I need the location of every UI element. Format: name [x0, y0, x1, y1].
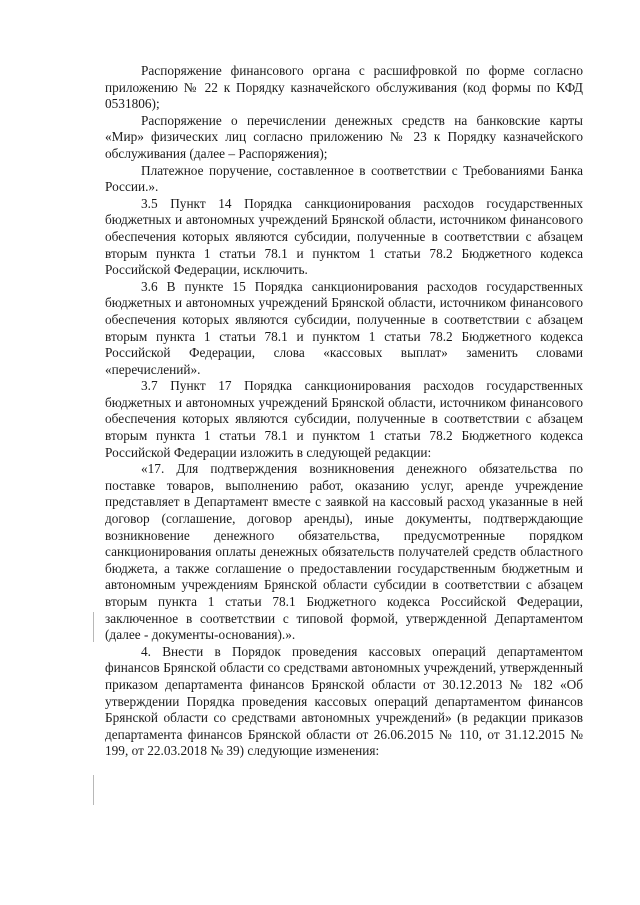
- paragraph-6: 3.7 Пункт 17 Порядка санкционирования расходов государственных бюджетных и автономных учреждений Брянской области, источником финансового обеспечения которых являются субсидии, полученные в соответствии с абзацем вторым пункта 1 статьи 78.1 и пунктом 1 статьи 78.2 Бюджетного кодекса Российской Федерации изложить в следующей редакции:: [105, 378, 583, 460]
- paragraph-7: «17. Для подтверждения возникновения денежного обязательства по поставке товаров, выполнению работ, оказанию услуг, аренде учреждение представляет в Департамент вместе с заявкой на кассовый расход указанные в ней договор (соглашение, договор аренды), иные документы, подтверждающие возникновение денежного обязательства, предусмотренные порядком санкционирования оплаты денежных обязательств получателей средств областного бюджета, а также соглашение о предоставлении государственным бюджетным и автономным учреждениям Брянской области субсидии в соответствии с абзацем вторым пункта 1 статьи 78.1 Бюджетного кодекса Российской Федерации, заключенное в соответствии с типовой формой, утвержденной Департаментом (далее - документы-основания).».: [105, 461, 583, 643]
- paragraph-1: Распоряжение финансового органа с расшифровкой по форме согласно приложению № 22 к Порядку казначейского обслуживания (код формы по КФД 0531806);: [105, 63, 583, 112]
- paragraph-4: 3.5 Пункт 14 Порядка санкционирования расходов государственных бюджетных и автономных учреждений Брянской области, источником финансового обеспечения которых являются субсидии, полученные в соответствии с абзацем вторым пункта 1 статьи 78.1 и пунктом 1 статьи 78.2 Бюджетного кодекса Российской Федерации, исключить.: [105, 195, 583, 278]
- margin-mark-upper: [93, 612, 94, 642]
- document-page: [105, 63, 583, 760]
- paragraph-5: 3.6 В пункте 15 Порядка санкционирования расходов государственных бюджетных и автономных учреждений Брянской области, источником финансового обеспечения которых являются субсидии, полученные в соответствии с абзацем вторым пункта 1 статьи 78.1 и пунктом 1 статьи 78.2 Бюджетного кодекса Российской Федерации, слова «кассовых выплат» заменить словами «перечислений».: [105, 278, 583, 377]
- paragraph-8: 4. Внести в Порядок проведения кассовых операций департаментом финансов Брянской области со средствами автономных учреждений, утвержденный приказом департамента финансов Брянской области от 30.12.2013 № 182 «Об утверждении Порядка проведения кассовых операций департаментом финансов Брянской области со средствами автономных учреждений» (в редакции приказов департамента финансов Брянской области от 26.06.2015 № 110, от 31.12.2015 № 199, от 22.03.2018 № 39) следующие изменения:: [105, 643, 583, 759]
- paragraph-3: Платежное поручение, составленное в соответствии с Требованиями Банка России.».: [105, 162, 583, 195]
- paragraph-2: Распоряжение о перечислении денежных средств на банковские карты «Мир» физических лиц согласно приложению № 23 к Порядку казначейского обслуживания (далее – Распоряжения);: [105, 112, 583, 161]
- margin-mark-lower: [93, 775, 94, 805]
